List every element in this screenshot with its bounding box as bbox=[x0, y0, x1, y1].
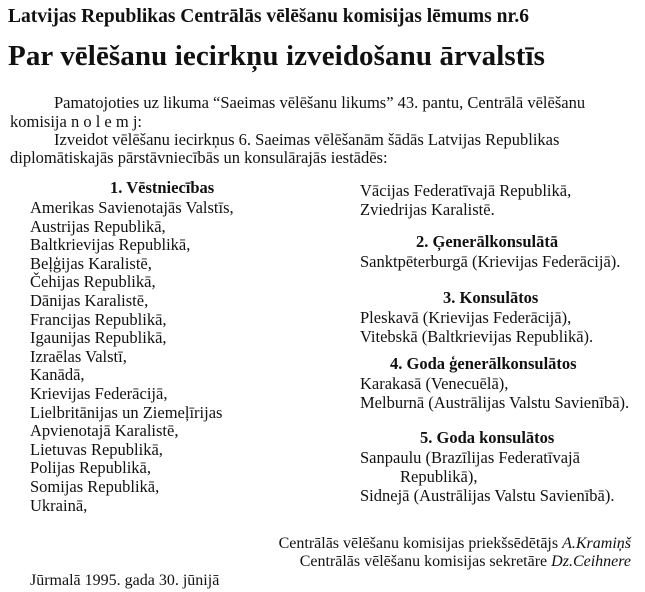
list-item: Izraēlas Valstī, bbox=[30, 347, 127, 366]
intro-line-2: komisija n o l e m j: bbox=[10, 112, 142, 131]
list-item: Vācijas Federatīvajā Republikā, bbox=[360, 181, 572, 200]
intro-line-4: diplomātiskajās pārstāvniecībās un konsulārajās iestādēs: bbox=[10, 148, 388, 167]
list-item: Karakasā (Venecuēlā), bbox=[360, 374, 509, 393]
list-item: Lielbritānijas un Ziemeļīrijas bbox=[30, 403, 223, 422]
list-item: Čehijas Republikā, bbox=[30, 272, 156, 291]
list-item: Francijas Republikā, bbox=[30, 310, 167, 329]
section-heading: 3. Konsulātos bbox=[443, 288, 539, 307]
list-item: Beļģijas Karalistē, bbox=[30, 254, 152, 273]
chair-signature bbox=[279, 536, 631, 552]
intro-line-3: Izveidot vēlēšanu iecirkņus 6. Saeimas vēlēšanām šādās Latvijas Republikas bbox=[54, 130, 560, 149]
list-item: Amerikas Savienotajās Valstīs, bbox=[30, 198, 234, 217]
list-item: Krievijas Federācijā, bbox=[30, 384, 168, 403]
section-heading: 5. Goda konsulātos bbox=[420, 428, 555, 447]
list-item: Austrijas Republikā, bbox=[30, 217, 166, 236]
list-item: Sidnejā (Austrālijas Valstu Savienībā). bbox=[360, 486, 615, 505]
list-item: Igaunijas Republikā, bbox=[30, 328, 167, 347]
list-item: Baltkrievijas Republikā, bbox=[30, 235, 191, 254]
chair-role: Centrālās vēlēšanu komisijas priekšsēdētājs bbox=[278, 535, 559, 552]
list-item: Zviedrijas Karalistē. bbox=[360, 200, 495, 219]
section-heading: 2. Ģenerālkonsulātā bbox=[416, 232, 559, 251]
list-item: Lietuvas Republikā, bbox=[30, 440, 163, 459]
list-item: Polijas Republikā, bbox=[30, 458, 151, 477]
list-item: Pleskavā (Krievijas Federācijā), bbox=[360, 308, 572, 327]
intro-line-1: Pamatojoties uz likuma “Saeimas vēlēšanu likums” 43. pantu, Centrālā vēlēšanu bbox=[54, 93, 586, 112]
list-item: Vitebskā (Baltkrievijas Republikā). bbox=[360, 327, 594, 346]
list-item: Melburnā (Austrālijas Valstu Savienībā). bbox=[360, 393, 630, 412]
secretary-role: Centrālās vēlēšanu komisijas sekretāre bbox=[299, 553, 548, 570]
list-item: Apvienotajā Karalistē, bbox=[30, 421, 179, 440]
secretary-name: Dz.Ceihnere bbox=[551, 553, 631, 570]
list-item: Sanktpēterburgā (Krievijas Federācijā). bbox=[360, 252, 621, 271]
list-item: Sanpaulu (Brazīlijas Federatīvajā bbox=[360, 448, 580, 467]
secretary-signature bbox=[300, 554, 631, 570]
embassies-heading: 1. Vēstniecības bbox=[110, 178, 215, 197]
place-date: Jūrmalā 1995. gada 30. jūnijā bbox=[30, 572, 220, 589]
section-heading: 4. Goda ģenerālkonsulātos bbox=[390, 354, 577, 373]
list-item: Kanādā, bbox=[30, 365, 85, 384]
list-item: Dānijas Karalistē, bbox=[30, 291, 149, 310]
document-title: Par vēlēšanu iecirkņu izveidošanu ārvalstīs bbox=[8, 40, 546, 72]
list-item: Ukrainā, bbox=[30, 496, 88, 515]
list-item: Somijas Republikā, bbox=[30, 477, 160, 496]
document-header: Latvijas Republikas Centrālās vēlēšanu komisijas lēmums nr.6 bbox=[8, 6, 529, 27]
list-item: Republikā), bbox=[400, 467, 478, 486]
chair-name: A.Kramiņš bbox=[562, 535, 631, 552]
